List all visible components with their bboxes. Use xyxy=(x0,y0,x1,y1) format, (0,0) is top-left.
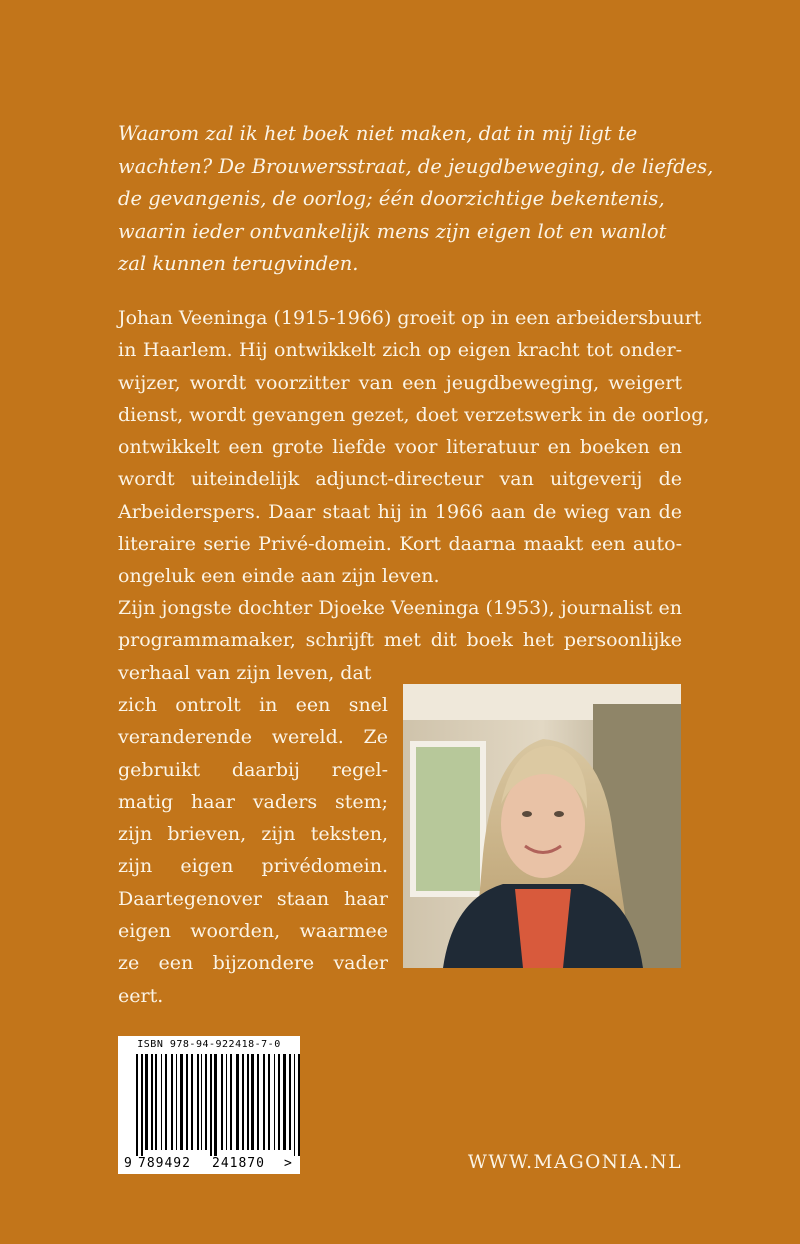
barcode-bar xyxy=(165,1054,167,1150)
barcode-bar xyxy=(274,1054,275,1150)
quote-line: waarin ieder ontvankelijk mens zijn eigen lot en wanlot xyxy=(118,219,667,243)
bio-line: literaire serie Privé-domein. Kort daarna maakt een auto- xyxy=(118,533,682,556)
author-line: gebruikt daarbij regel- xyxy=(118,758,388,781)
barcode-bar xyxy=(151,1054,153,1150)
barcode-bar xyxy=(197,1054,199,1150)
barcode-bar xyxy=(186,1054,188,1150)
author-line: Zijn jongste dochter Djoeke Veeninga (1953), journalist en xyxy=(118,597,683,619)
barcode-bar xyxy=(289,1054,291,1150)
bio-line: dienst, wordt gevangen gezet, doet verzetswerk in de oorlog, xyxy=(118,403,710,426)
barcode-bar xyxy=(230,1054,232,1150)
quote-line: wachten? De Brouwersstraat, de jeugdbeweging, de liefdes, xyxy=(118,154,714,178)
quote-line: de gevangenis, de oorlog; één doorzichtige bekentenis, xyxy=(118,187,665,210)
author-line: matig haar vaders stem; xyxy=(118,790,388,813)
isbn-label: ISBN 978-94-922418-7-0 xyxy=(137,1039,281,1050)
biography-paragraph xyxy=(118,302,710,593)
barcode-bar xyxy=(298,1054,300,1156)
barcode-bar xyxy=(278,1054,280,1150)
barcode-bar xyxy=(180,1054,183,1150)
ean-quiet-mark: > xyxy=(284,1156,292,1171)
author-line: verhaal van zijn leven, dat xyxy=(118,662,372,684)
author-line: programmamaker, schrijft met dit boek het persoonlijke xyxy=(118,629,682,652)
barcode-bar xyxy=(242,1054,244,1150)
barcode-bar xyxy=(268,1054,270,1150)
barcode-bar xyxy=(201,1054,202,1150)
author-line: Daartegenover staan haar xyxy=(118,887,388,910)
barcode-bar xyxy=(221,1054,223,1150)
isbn-barcode xyxy=(118,1036,300,1174)
author-photo xyxy=(403,684,681,968)
author-line: veranderende wereld. Ze xyxy=(118,726,388,749)
barcode-bar xyxy=(236,1054,239,1150)
barcode-bar xyxy=(136,1054,138,1156)
barcode-bar xyxy=(141,1054,143,1156)
barcode-bar xyxy=(247,1054,249,1150)
barcode-bar xyxy=(205,1054,207,1150)
ean-first-digit: 9 xyxy=(124,1156,132,1171)
barcode-bar xyxy=(263,1054,265,1150)
back-cover-quote xyxy=(118,118,714,281)
barcode-bar xyxy=(176,1054,177,1150)
bio-line: wijzer, wordt voorzitter van een jeugdbeweging, weigert xyxy=(118,371,682,394)
bio-line: Arbeiderspers. Daar staat hij in 1966 aan de wieg van de xyxy=(118,500,682,523)
author-wrap-first xyxy=(118,657,388,689)
barcode-bar xyxy=(257,1054,259,1150)
bio-line: ontwikkelt een grote liefde voor literatuur en boeken en xyxy=(118,436,682,459)
ean-left-group: 789492 xyxy=(138,1156,191,1171)
publisher-url: WWW.MAGONIA.NL xyxy=(467,1152,682,1173)
author-line: eert. xyxy=(118,984,164,1007)
author-line: eigen woorden, waarmee xyxy=(118,920,388,943)
barcode-bar xyxy=(191,1054,193,1150)
barcode-bar xyxy=(294,1054,295,1156)
bio-line: Johan Veeninga (1915-1966) groeit op in een arbeidersbuurt xyxy=(118,307,702,329)
author-line: zich ontrolt in een snel xyxy=(118,694,388,716)
barcode-bar xyxy=(145,1054,148,1150)
author-wrap-text xyxy=(118,689,388,1012)
barcode-bar xyxy=(214,1054,217,1156)
author-paragraph xyxy=(118,592,682,657)
quote-line: zal kunnen terugvinden. xyxy=(118,252,359,275)
barcode-bar xyxy=(210,1054,212,1156)
barcode-bar xyxy=(161,1054,162,1150)
bio-line: in Haarlem. Hij ontwikkelt zich op eigen kracht tot onder- xyxy=(118,339,682,362)
barcode-bar xyxy=(171,1054,173,1150)
barcode-bar xyxy=(226,1054,227,1150)
bio-line: wordt uiteindelijk adjunct-directeur van uitgeverij de xyxy=(118,468,682,491)
barcode-bar xyxy=(251,1054,254,1150)
quote-line: Waarom zal ik het boek niet maken, dat in mij ligt te xyxy=(118,122,638,145)
barcode-bar xyxy=(283,1054,286,1150)
author-portrait-illustration xyxy=(403,684,681,968)
ean-right-group: 241870 xyxy=(212,1156,265,1171)
author-line: zijn brieven, zijn teksten, xyxy=(118,823,388,846)
bio-line: ongeluk een einde aan zijn leven. xyxy=(118,565,440,588)
author-line: zijn eigen privédomein. xyxy=(118,855,388,878)
author-line: ze een bijzondere vader xyxy=(118,952,388,975)
barcode-bar xyxy=(155,1054,157,1150)
barcode-bars xyxy=(118,1036,300,1174)
